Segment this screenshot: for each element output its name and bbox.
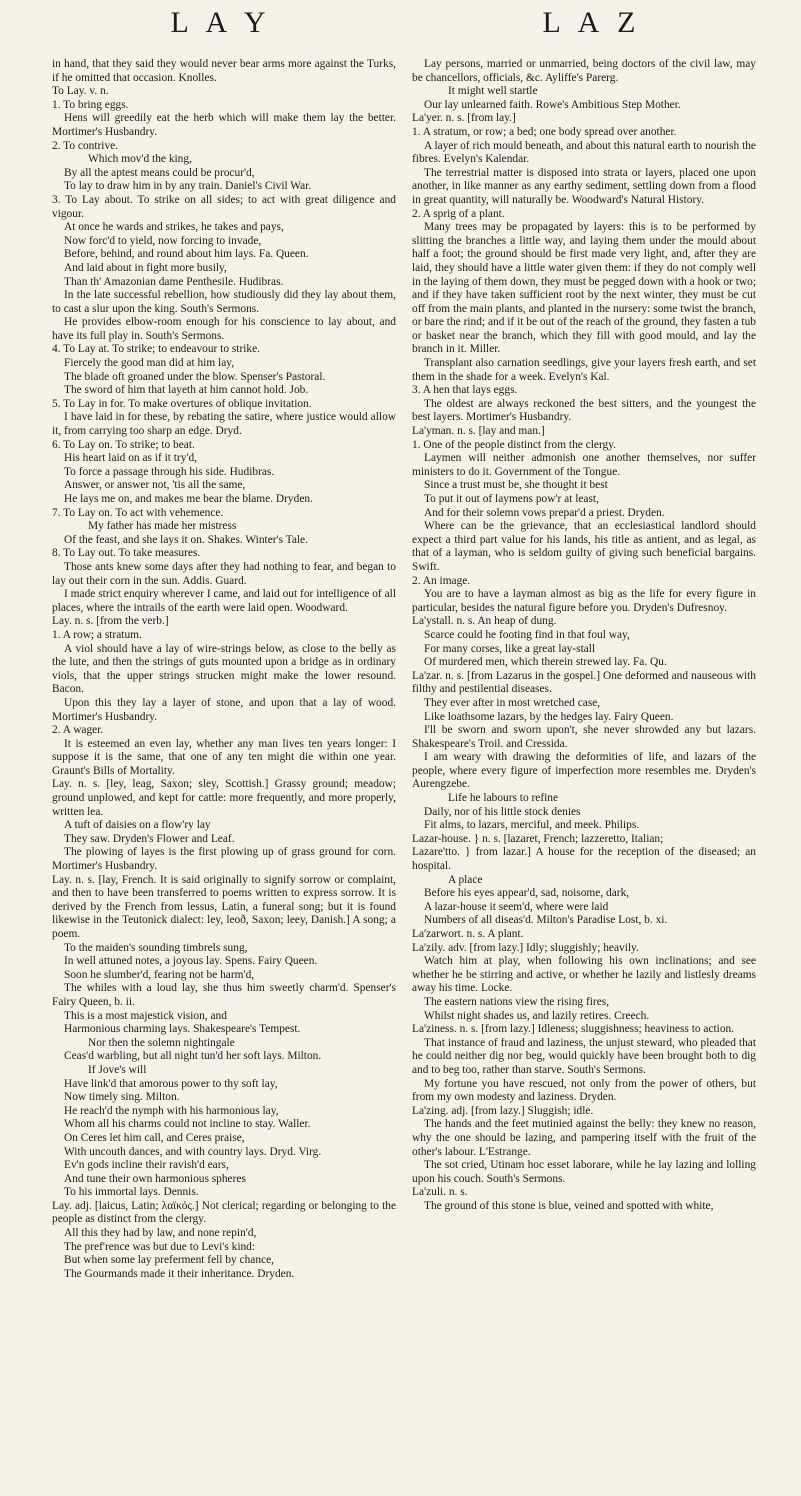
entry-line: 8. To Lay out. To take measures. bbox=[52, 547, 201, 560]
entry-line: Lay. n. s. [from the verb.] bbox=[52, 615, 169, 628]
entry-line: Lay. n. s. [ley, leag, Saxon; sley, Scottish.] Grassy ground; meadow; ground unplowed, and kept for cattle: more frequently, and more properly, written lea. bbox=[52, 778, 396, 818]
entry-line: Where can be the grievance, that an ecclesiastical landlord should expect a third part value for his lands, his title as antient, and as legal, as that of a layman, who is seldom guilty of giving such beneficial bargains. Swift. bbox=[412, 520, 756, 573]
running-head-left: L A Y bbox=[170, 6, 272, 39]
entry-line: The Gourmands made it their inheritance. Dryden. bbox=[64, 1267, 295, 1280]
entry-line: Now forc'd to yield, now forcing to invade, bbox=[64, 234, 262, 247]
entry-line: The sot cried, Utinam hoc esset laborare, while he lay lazing and lolling upon his couch. South's Sermons. bbox=[412, 1159, 756, 1185]
entry-line: La'zily. adv. [from lazy.] Idly; sluggishly; heavily. bbox=[412, 941, 639, 954]
entry-line: Those ants knew some days after they had nothing to fear, and began to lay out their corn in the sun. Addis. Guard. bbox=[52, 560, 396, 587]
entry-line: 1. A stratum, or row; a bed; one body spread over another. bbox=[412, 125, 677, 138]
entry-line: Have link'd that amorous power to thy soft lay, bbox=[64, 1077, 278, 1090]
entry-line: Many trees may be propagated by layers: this is to be performed by slitting the branches a little way, and laying them under the mould about half a foot; the ground should be first made very light, and, after they are laid, they should have a little water given them: if they do not comply well in the laying of them down, they must be pegged down with a hook or two; and if they have taken sufficient root by the next winter, they must be cut off from the main plants, and planted in the nursery: some twist the branch, or bare the rind; and if it be out of the reach of the ground, they fasten a tub or basket near the branch, which they fill with good mould, and lay the branch in it. Miller. bbox=[412, 221, 756, 356]
entry-line: The hands and the feet mutinied against the belly: they knew no reason, why the one should be lazing, and pampering itself with the fruit of the other's labour. L'Estrange. bbox=[412, 1118, 756, 1158]
entry-line: Before, behind, and round about him lays. Fa. Queen. bbox=[64, 248, 309, 261]
entry-line: They ever after in most wretched case, bbox=[424, 696, 601, 709]
entry-line: Upon this they lay a layer of stone, and upon that a lay of wood. Mortimer's Husbandry. bbox=[52, 696, 396, 723]
entry-line: Harmonious charming lays. Shakespeare's Tempest. bbox=[64, 1023, 301, 1036]
entry-line: He reach'd the nymph with his harmonious lay, bbox=[64, 1104, 279, 1117]
entry-line: La'zar. n. s. [from Lazarus in the gospel.] One deformed and nauseous with filthy and pestilential diseases. bbox=[412, 669, 756, 696]
entry-line: For many corses, like a great lay-stall bbox=[424, 642, 596, 655]
entry-line: This is a most majestick vision, and bbox=[64, 1009, 227, 1022]
entry-line: The blade oft groaned under the blow. Spenser's Pastoral. bbox=[64, 370, 326, 383]
entry-line: Which mov'd the king, bbox=[88, 153, 192, 166]
entry-line: And tune their own harmonious spheres bbox=[64, 1172, 246, 1185]
entry-line: I have laid in for these, by rebating the satire, where justice would allow it, from carrying too sharp an edge. Dryd. bbox=[52, 411, 396, 438]
entry-line: A place bbox=[448, 873, 483, 886]
entry-line: At once he wards and strikes, he takes and pays, bbox=[64, 221, 284, 234]
entry-line: 2. A wager. bbox=[52, 724, 104, 737]
entry-line: He provides elbow-room enough for his conscience to lay about, and have its full play in. South's Sermons. bbox=[52, 316, 396, 342]
entry-line: The plowing of layes is the first plowing up of grass ground for corn. Mortimer's Husbandry. bbox=[52, 846, 396, 873]
entry-line: Of the feast, and she lays it on. Shakes. Winter's Tale. bbox=[64, 533, 308, 546]
entry-line: The terrestrial matter is disposed into strata or layers, placed one upon another, in like manner as any earthy sediment, settling down from a flood in great quantity, will naturally be. Woodward's Natural History. bbox=[412, 166, 756, 206]
entry-line: Lazar-house. } n. s. [lazaret, French; lazzeretto, Italian; bbox=[412, 832, 664, 845]
entry-line: 3. A hen that lays eggs. bbox=[412, 384, 518, 397]
entry-line: Laymen will neither admonish one another themselves, nor suffer ministers to do it. Government of the Tongue. bbox=[412, 452, 756, 478]
entry-line: The whiles with a loud lay, she thus him sweetly charm'd. Spenser's Fairy Queen, b. ii. bbox=[52, 982, 396, 1008]
entry-line: Our lay unlearned faith. Rowe's Ambitious Step Mother. bbox=[424, 98, 681, 111]
entry-line: And for their solemn vows prepar'd a priest. Dryden. bbox=[424, 506, 665, 519]
entry-line: The pref'rence was but due to Levi's kind: bbox=[64, 1240, 256, 1253]
entry-line: To force a passage through his side. Hudibras. bbox=[64, 465, 275, 478]
entry-line: The sword of him that layeth at him cannot hold. Job. bbox=[64, 384, 309, 397]
entry-line: In well attuned notes, a joyous lay. Spens. Fairy Queen. bbox=[64, 955, 318, 968]
entry-line: Whom all his charms could not incline to stay. Waller. bbox=[64, 1118, 311, 1131]
entry-line: in hand, that they said they would never bear arms more against the Turks, if he omitted that occasion. Knolles. bbox=[52, 58, 396, 84]
entry-line: La'zarwort. n. s. A plant. bbox=[412, 928, 524, 940]
entry-line: They saw. Dryden's Flower and Leaf. bbox=[64, 832, 235, 845]
entry-line: 2. To contrive. bbox=[52, 139, 119, 152]
running-head-right: L A Z bbox=[542, 6, 642, 39]
entry-line: If Jove's will bbox=[88, 1063, 147, 1076]
entry-line: La'ziness. n. s. [from lazy.] Idleness; sluggishness; heaviness to action. bbox=[412, 1023, 735, 1036]
entry-line: To his immortal lays. Dennis. bbox=[64, 1186, 199, 1199]
entry-line: Transplant also carnation seedlings, give your layers fresh earth, and set them in the shade for a week. Evelyn's Kal. bbox=[412, 357, 756, 383]
entry-line: Lay persons, married or unmarried, being doctors of the civil law, may be chancellors, officials, &c. Ayliffe's Parerg. bbox=[412, 58, 756, 84]
entry-line: Life he labours to refine bbox=[448, 792, 559, 805]
entry-line: Like loathsome lazars, by the hedges lay. Fairy Queen. bbox=[424, 710, 674, 723]
entry-line: Watch him at play, when following his own inclinations; and see whether he be stirring and active, or whether he lazily and listlesly dreams away his time. Locke. bbox=[412, 955, 756, 995]
entry-line: The oldest are always reckoned the best sitters, and the youngest the best layers. Mortimer's Husbandry. bbox=[412, 397, 756, 424]
entry-line: A viol should have a lay of wire-strings below, as close to the belly as the lute, and then the strings of guts mounted upon a bridge as in ordinary viols, that the upper strings strucken might make the lower resound. Bacon. bbox=[52, 642, 396, 696]
entry-line: I'll be sworn and sworn upon't, she never shrowded any but lazars. Shakespeare's Troil. and Cressida. bbox=[412, 724, 756, 750]
right-column bbox=[412, 58, 756, 1213]
entry-line: Nor then the solemn nightingale bbox=[88, 1036, 235, 1049]
entry-line: Hens will greedily eat the herb which will make them lay the better. Mortimer's Husbandry. bbox=[52, 112, 396, 138]
entry-line: La'zing. adj. [from lazy.] Sluggish; idle. bbox=[412, 1104, 594, 1117]
entry-line: Fiercely the good man did at him lay, bbox=[64, 357, 235, 370]
entry-line: I am weary with drawing the deformities of life, and lazars of the people, where every figure of imperfection more resembles me. Dryden's Aurengzebe. bbox=[412, 751, 756, 791]
entry-line: Lay. n. s. [lay, French. It is said originally to signify sorrow or complaint, and then to have been transferred to poems written to express sorrow. It is derived by the French from lessus, Latin, a funeral song; but it is found likewise in the Teutonick dialect: ley, leoð, Saxon; leey, Danish.] A song; a poem. bbox=[52, 873, 396, 940]
entry-line: With uncouth dances, and with country lays. Dryd. Virg. bbox=[64, 1145, 322, 1158]
entry-line: It might well startle bbox=[448, 85, 538, 98]
entry-line: The eastern nations view the rising fires, bbox=[424, 995, 610, 1008]
entry-line: You are to have a layman almost as big as the life for every figure in particular, besides the natural figure before you. Dryden's Dufresnoy. bbox=[412, 588, 756, 614]
entry-line: By all the aptest means could be procur'd, bbox=[64, 166, 255, 179]
entry-line: Daily, nor of his little stock denies bbox=[424, 805, 581, 818]
entry-line: Since a trust must be, she thought it best bbox=[424, 479, 608, 492]
entry-line: To put it out of laymens pow'r at least, bbox=[424, 493, 599, 505]
entry-line: 1. One of the people distinct from the clergy. bbox=[412, 438, 617, 451]
entry-line: 4. To Lay at. To strike; to endeavour to strike. bbox=[52, 343, 261, 356]
entry-line: Now timely sing. Milton. bbox=[64, 1091, 180, 1104]
entry-line: A lazar-house it seem'd, where were laid bbox=[424, 900, 609, 913]
entry-line: Numbers of all diseas'd. Milton's Paradise Lost, b. xi. bbox=[424, 914, 668, 927]
entry-line: His heart laid on as if it try'd, bbox=[64, 452, 198, 465]
running-head bbox=[0, 6, 801, 48]
entry-line: Lay. adj. [laicus, Latin; λαϊκός.] Not clerical; regarding or belonging to the people as distinct from the clergy. bbox=[52, 1199, 396, 1226]
entry-line: My fortune you have rescued, not only from the power of others, but from my own modesty and laziness. Dryden. bbox=[412, 1077, 756, 1104]
entry-line: 7. To Lay on. To act with vehemence. bbox=[52, 506, 224, 519]
entry-line: Ceas'd warbling, but all night tun'd her soft lays. Milton. bbox=[64, 1050, 322, 1063]
entry-line: 2. An image. bbox=[412, 574, 471, 587]
entry-line: A tuft of daisies on a flow'ry lay bbox=[64, 819, 211, 832]
entry-line: 5. To Lay in for. To make overtures of oblique invitation. bbox=[52, 397, 312, 410]
entry-line: That instance of fraud and laziness, the unjust steward, who pleaded that he could neither dig nor beg, would quickly have been brought both to dig and to beg too, rather than starve. South's Sermons. bbox=[412, 1036, 756, 1076]
entry-line: The ground of this stone is blue, veined and spotted with white, bbox=[424, 1199, 714, 1212]
entry-line: La'yman. n. s. [lay and man.] bbox=[412, 425, 545, 438]
entry-line: On Ceres let him call, and Ceres praise, bbox=[64, 1131, 245, 1144]
entry-line: Answer, or answer not, 'tis all the same, bbox=[64, 479, 246, 492]
entry-line: Ev'n gods incline their ravish'd ears, bbox=[64, 1159, 229, 1172]
entry-line: To Lay. v. n. bbox=[52, 85, 109, 98]
entry-line: It is esteemed an even lay, whether any man lives ten years longer: I suppose it is the same, that one of any ten might die within one year. Graunt's Bills of Mortality. bbox=[52, 737, 396, 777]
left-column bbox=[52, 58, 396, 1281]
entry-line: He lays me on, and makes me bear the blame. Dryden. bbox=[64, 493, 313, 505]
entry-line: 1. To bring eggs. bbox=[52, 98, 129, 111]
entry-line: All this they had by law, and none repin'd, bbox=[64, 1227, 257, 1240]
entry-line: La'zuli. n. s. bbox=[412, 1186, 468, 1199]
entry-line: La'ystall. n. s. An heap of dung. bbox=[412, 615, 557, 628]
entry-line: But when some lay preferment fell by chance, bbox=[64, 1254, 275, 1267]
entry-line: Scarce could he footing find in that foul way, bbox=[424, 628, 630, 641]
entry-line: Of murdered men, which therein strewed lay. Fa. Qu. bbox=[424, 656, 667, 669]
entry-line: 3. To Lay about. To strike on all sides; to act with great diligence and vigour. bbox=[52, 193, 396, 220]
entry-line: In the late successful rebellion, how studiously did they lay about them, to cast a slur upon the king. South's Sermons. bbox=[52, 289, 396, 315]
entry-line: Lazare'tto. } from lazar.] A house for the reception of the diseased; an hospital. bbox=[412, 846, 756, 873]
entry-line: I made strict enquiry wherever I came, and laid out for intelligence of all places, where the intrails of the earth were laid open. Woodward. bbox=[52, 588, 396, 614]
entry-line: 2. A sprig of a plant. bbox=[412, 207, 505, 220]
entry-line: To the maiden's sounding timbrels sung, bbox=[64, 941, 248, 954]
entry-line: 1. A row; a stratum. bbox=[52, 628, 142, 641]
entry-line: Before his eyes appear'd, sad, noisome, dark, bbox=[424, 887, 630, 900]
entry-line: Whilst night shades us, and lazily retires. Creech. bbox=[424, 1009, 650, 1022]
entry-line: Soon he slumber'd, fearing not be harm'd, bbox=[64, 968, 255, 981]
entry-line: A layer of rich mould beneath, and about this natural earth to nourish the fibres. Evelyn's Kalendar. bbox=[412, 139, 756, 166]
entry-line: 6. To Lay on. To strike; to beat. bbox=[52, 438, 195, 451]
entry-line: La'yer. n. s. [from lay.] bbox=[412, 112, 516, 125]
entry-line: To lay to draw him in by any train. Daniel's Civil War. bbox=[64, 180, 312, 193]
entry-line: Fit alms, to lazars, merciful, and meek. Philips. bbox=[424, 819, 640, 832]
entry-line: Than th' Amazonian dame Penthesile. Hudibras. bbox=[64, 275, 284, 288]
entry-line: My father has made her mistress bbox=[88, 520, 237, 533]
entry-line: And laid about in fight more busily, bbox=[64, 261, 227, 274]
